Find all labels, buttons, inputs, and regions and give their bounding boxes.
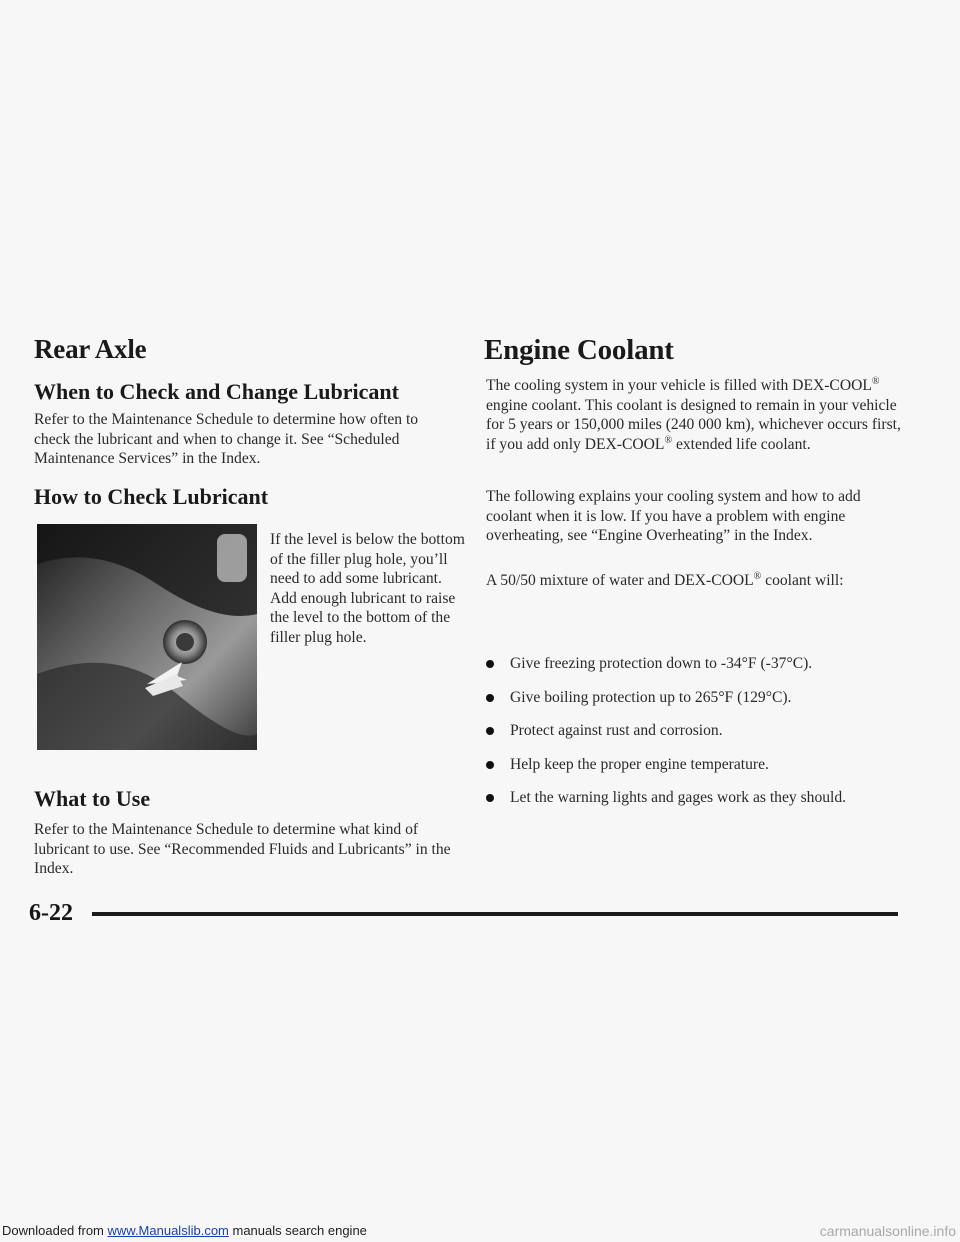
when-to-check-heading: When to Check and Change Lubricant <box>34 379 399 404</box>
rear-axle-heading: Rear Axle <box>34 334 147 364</box>
registered-mark: ® <box>664 434 673 446</box>
page-number: 6-22 <box>29 900 73 926</box>
download-footer: Downloaded from www.Manualslib.com manuals search engine <box>2 1223 367 1238</box>
when-to-check-paragraph: Refer to the Maintenance Schedule to determine how often to check the lubricant and when to change it. See “Scheduled Maintenance Services” in the Index. <box>34 411 419 467</box>
rear-axle-filler-plug-photo <box>37 524 257 750</box>
mixture-paragraph: A 50/50 mixture of water and DEX-COOL® coolant will: <box>486 570 844 589</box>
registered-mark: ® <box>753 570 762 582</box>
bullet-icon <box>486 660 494 668</box>
how-to-check-heading: How to Check Lubricant <box>34 484 269 509</box>
manualslib-link[interactable]: www.Manualslib.com <box>107 1223 229 1238</box>
list-item: Let the warning lights and gages work as they should. <box>486 788 916 808</box>
how-to-check-paragraph: If the level is below the bottom of the filler plug hole, you’ll need to add some lubricant. Add enough lubricant to raise the level to the bottom of the filler plug hole. <box>270 531 465 646</box>
registered-mark: ® <box>871 375 880 387</box>
list-item: Help keep the proper engine temperature. <box>486 755 916 775</box>
bullet-icon <box>486 761 494 769</box>
engine-coolant-heading: Engine Coolant <box>484 334 674 366</box>
what-to-use-paragraph: Refer to the Maintenance Schedule to determine what kind of lubricant to use. See “Recommended Fluids and Lubricants” in the Index. <box>34 821 451 877</box>
what-to-use-heading: What to Use <box>34 786 151 811</box>
bullet-icon <box>486 794 494 802</box>
bullet-icon <box>486 694 494 702</box>
list-item: Give freezing protection down to -34°F (-37°C). <box>486 654 916 674</box>
watermark: carmanualsonline.info <box>819 1223 956 1239</box>
list-item: Give boiling protection up to 265°F (129°C). <box>486 688 916 708</box>
list-item: Protect against rust and corrosion. <box>486 721 916 741</box>
coolant-system-paragraph: The following explains your cooling system and how to add coolant when it is low. If you have a problem with engine overheating, see “Engine Overheating” in the Index. <box>486 488 861 544</box>
coolant-benefits-list <box>486 654 916 808</box>
coolant-intro-paragraph: The cooling system in your vehicle is filled with DEX-COOL® engine coolant. This coolant is designed to remain in your vehicle for 5 years or 150,000 miles (240 000 km), whichever occurs first, if you add only DEX-COOL® extended life coolant. <box>486 375 901 453</box>
bullet-icon <box>486 727 494 735</box>
page-divider <box>92 912 898 916</box>
